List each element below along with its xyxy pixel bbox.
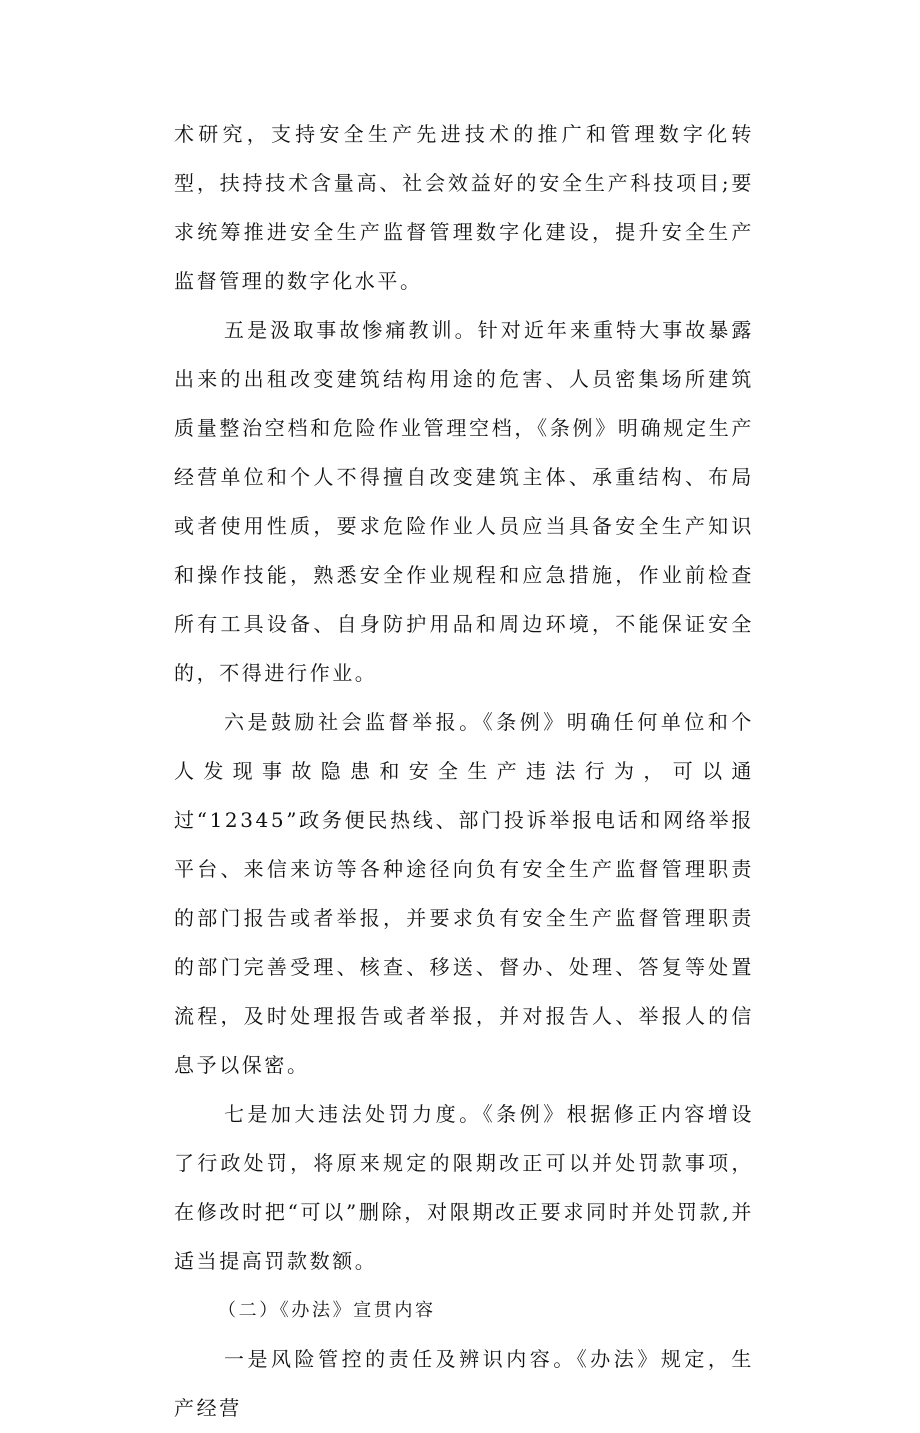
paragraph-item-five: 五是汲取事故惨痛教训。针对近年来重特大事故暴露出来的出租改变建筑结构用途的危害、人员密集场所建筑质量整治空档和危险作业管理空档，《条例》明确规定生产经营单位和个人不得擅自改变建筑主体、承重结构、布局或者使用性质，要求危险作业人员应当具备安全生产知识和操作技能，熟悉安全作业规程和应急措施，作业前检查所有工具设备、自身防护用品和周边环境，不能保证安全的，不得进行作业。 — [174, 318, 754, 685]
paragraph-continuation: 术研究，支持安全生产先进技术的推广和管理数字化转型，扶持技术含量高、社会效益好的安全生产科技项目;要求统筹推进安全生产监督管理数字化建设，提升安全生产监督管理的数字化水平。 — [174, 122, 754, 293]
paragraph-item-six: 六是鼓励社会监督举报。《条例》明确任何单位和个人发现事故隐患和安全生产违法行为，可以通过“12345”政务便民热线、部门投诉举报电话和网络举报平台、来信来访等各种途径向负有安全生产监督管理职责的部门报告或者举报，并要求负有安全生产监督管理职责的部门完善受理、核查、移送、督办、处理、答复等处置流程，及时处理报告或者举报，并对报告人、举报人的信息予以保密。 — [174, 710, 754, 1077]
paragraph-item-one: 一是风险管控的责任及辨识内容。《办法》规定，生产经营 — [174, 1347, 754, 1420]
document-body — [174, 110, 754, 1433]
section-heading: （二）《办法》宣贯内容 — [218, 1300, 436, 1321]
paragraph-item-seven: 七是加大违法处罚力度。《条例》根据修正内容增设了行政处罚，将原来规定的限期改正可以并处罚款事项，在修改时把“可以”删除，对限期改正要求同时并处罚款,并适当提高罚款数额。 — [174, 1102, 754, 1273]
